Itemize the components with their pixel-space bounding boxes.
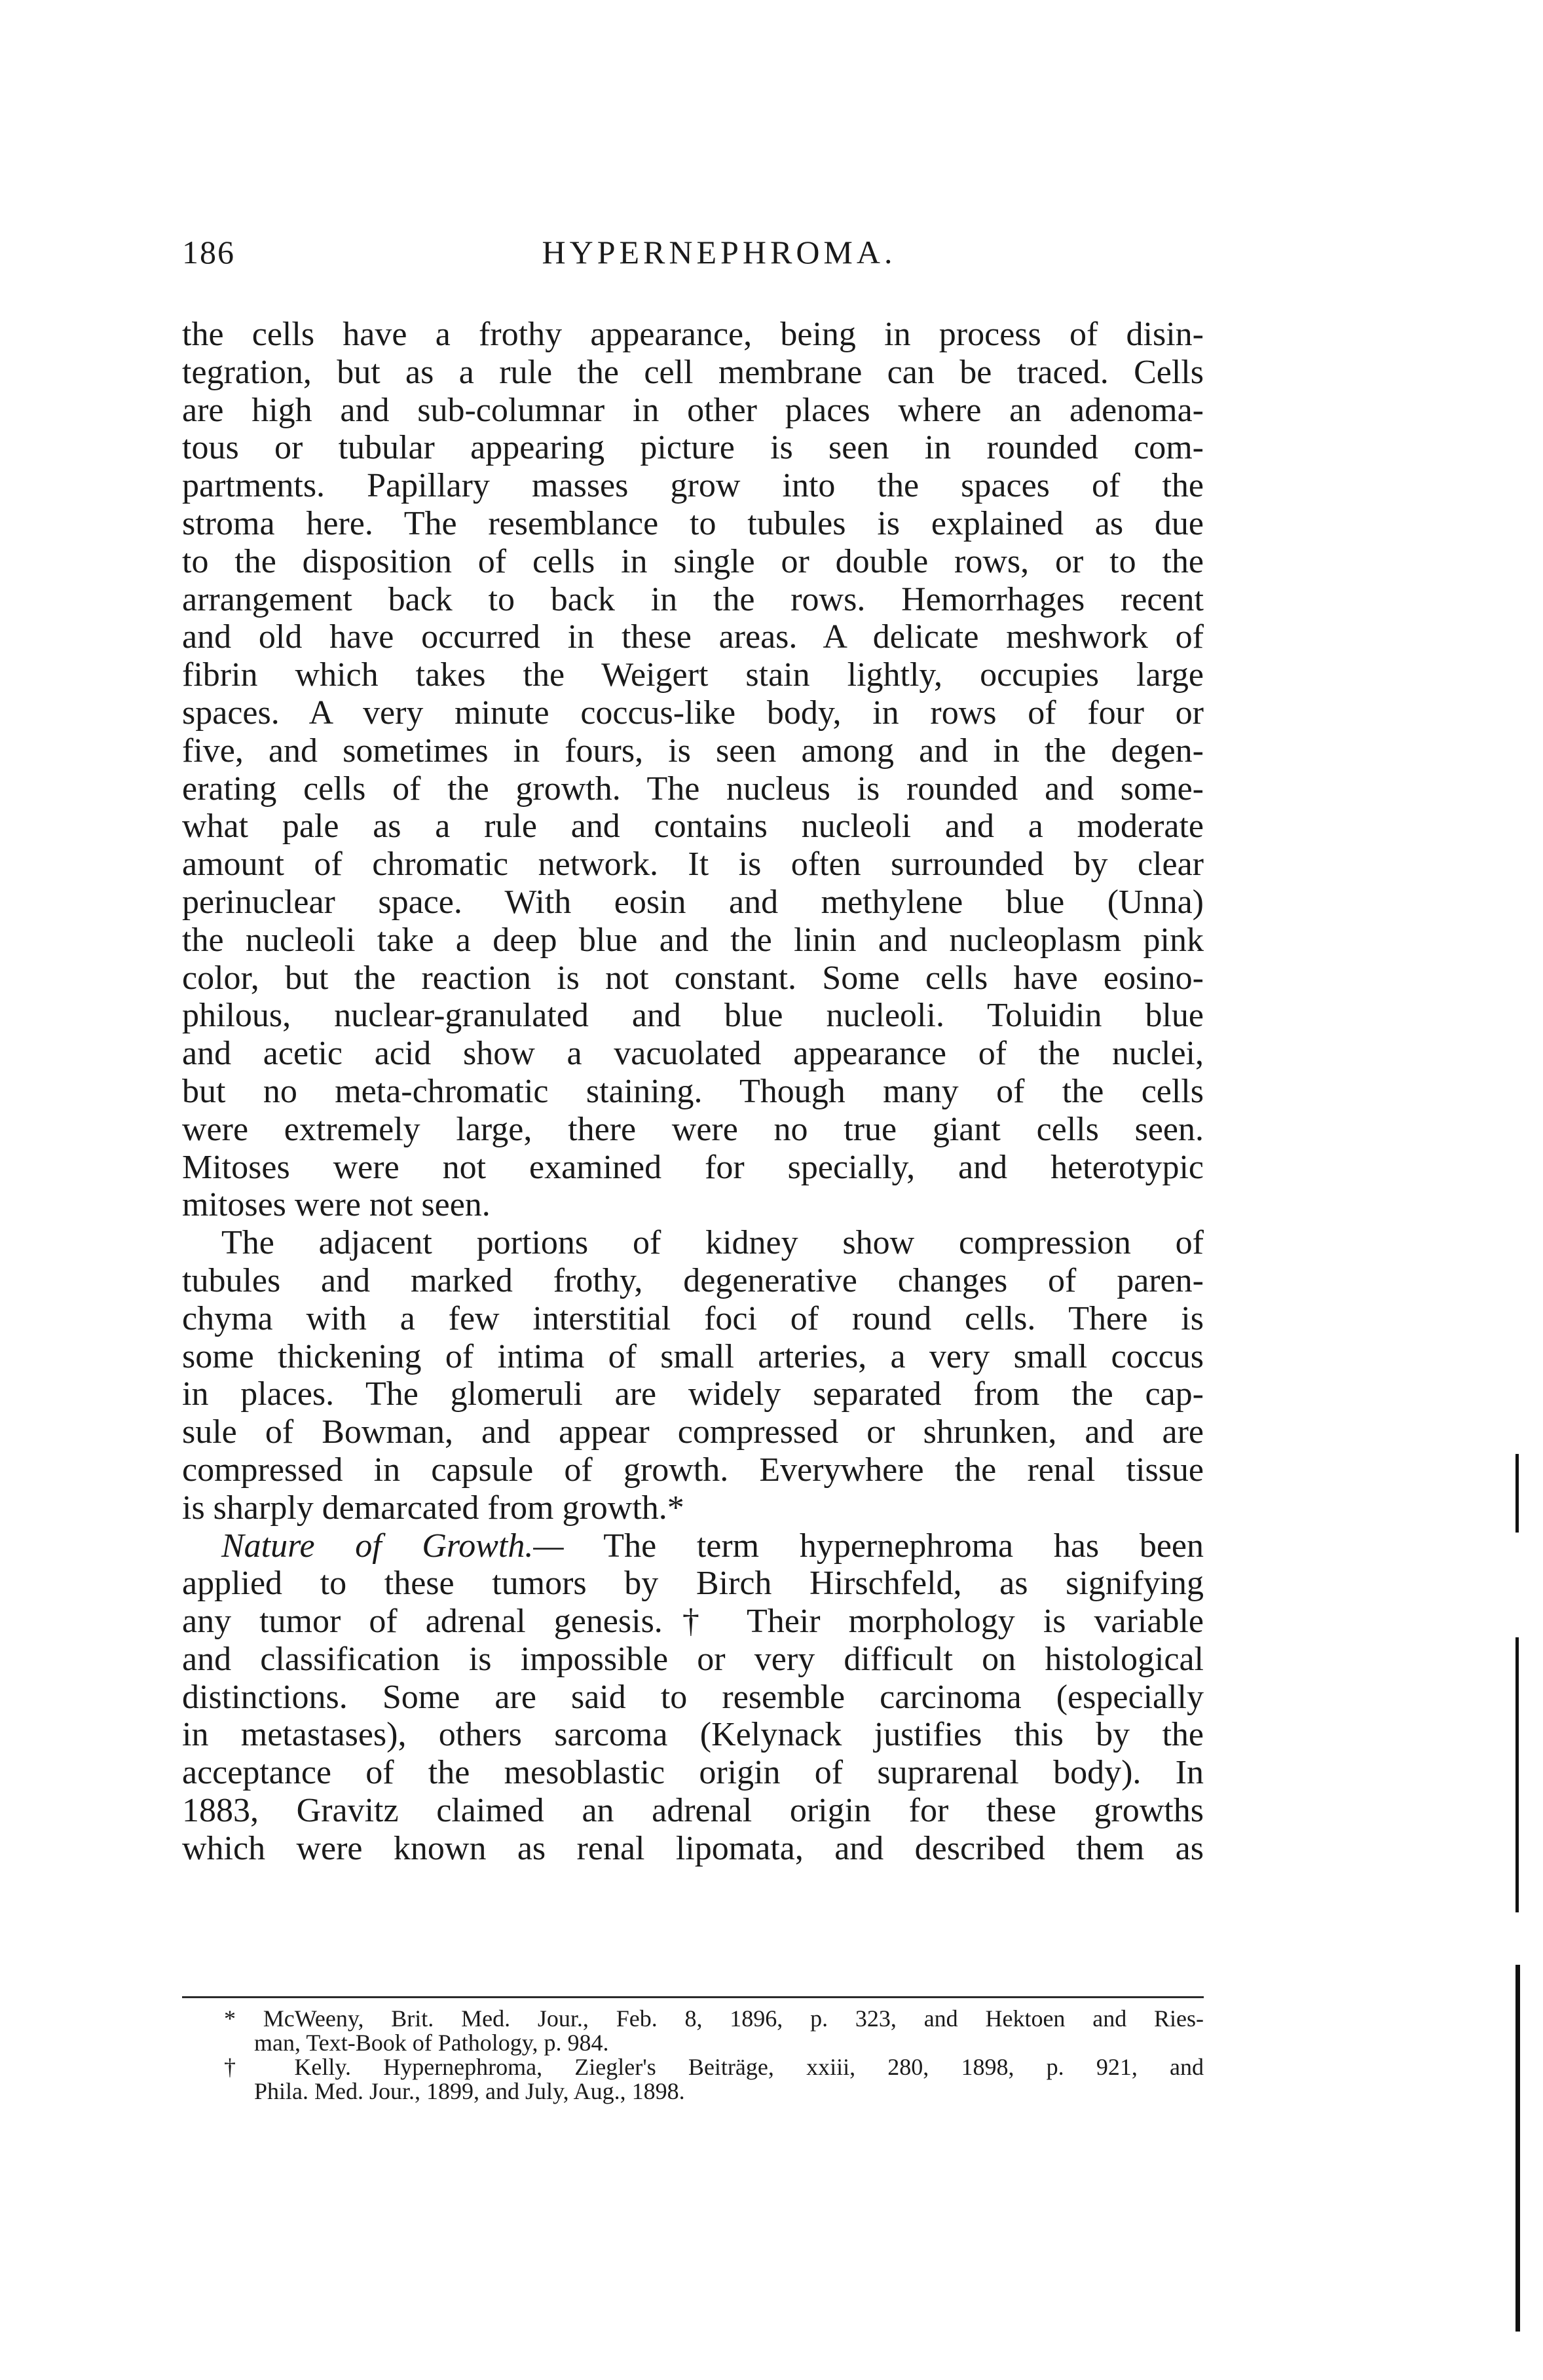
body-line: Mitoses were not examined for specially, and heterotypic bbox=[182, 1148, 1204, 1186]
body-line: acceptance of the mesoblastic origin of suprarenal body). In bbox=[182, 1754, 1204, 1792]
page-number: 186 bbox=[182, 234, 235, 270]
footnote-line: man, Text-Book of Pathology, p. 984. bbox=[254, 2030, 609, 2056]
body-line: five, and sometimes in fours, is seen among and in the degen- bbox=[182, 732, 1204, 770]
page-header bbox=[182, 233, 1204, 279]
footnotes bbox=[182, 2007, 1204, 2104]
body-line: what pale as a rule and contains nucleoli and a moderate bbox=[182, 808, 1204, 846]
footnote-line: * McWeeny, Brit. Med. Jour., Feb. 8, 1896, p. 323, and Hektoen and Ries- bbox=[224, 2005, 1204, 2032]
body-line: sule of Bowman, and appear compressed or shrunken, and are bbox=[182, 1413, 1204, 1451]
body-text bbox=[182, 316, 1204, 1868]
body-line: spaces. A very minute coccus-like body, in rows of four or bbox=[182, 694, 1204, 732]
body-line: distinctions. Some are said to resemble carcinoma (especially bbox=[182, 1678, 1204, 1716]
body-line-rest: The term hypernephroma has been bbox=[563, 1527, 1204, 1565]
body-line: fibrin which takes the Weigert stain lightly, occupies large bbox=[182, 656, 1204, 694]
scan-edge-mark bbox=[1515, 1454, 1519, 1533]
body-line: to the disposition of cells in single or double rows, or to the bbox=[182, 542, 1204, 580]
body-line: stroma here. The resemblance to tubules is explained as due bbox=[182, 504, 1204, 542]
body-line: compressed in capsule of growth. Everywhere the renal tissue bbox=[182, 1451, 1204, 1489]
body-line: chyma with a few interstitial foci of round cells. There is bbox=[182, 1299, 1204, 1337]
body-line: and classification is impossible or very difficult on histological bbox=[182, 1640, 1204, 1678]
body-line: 1883, Gravitz claimed an adrenal origin for these growths bbox=[182, 1792, 1204, 1830]
body-line: tegration, but as a rule the cell membrane can be traced. Cells bbox=[182, 353, 1204, 391]
body-line: tubules and marked frothy, degenerative changes of paren- bbox=[182, 1261, 1204, 1299]
body-line: mitoses were not seen. bbox=[182, 1186, 491, 1224]
body-line: in places. The glomeruli are widely separated from the cap- bbox=[182, 1375, 1204, 1413]
body-line: in metastases), others sarcoma (Kelynack justifies this by the bbox=[182, 1716, 1204, 1754]
scan-edge-mark bbox=[1515, 1965, 1520, 2332]
body-line: but no meta-chromatic staining. Though many of the cells bbox=[182, 1072, 1204, 1110]
body-line: perinuclear space. With eosin and methylene blue (Unna) bbox=[182, 883, 1204, 921]
body-line: arrangement back to back in the rows. Hemorrhages recent bbox=[182, 580, 1204, 618]
body-line: The adjacent portions of kidney show compression of bbox=[221, 1224, 1204, 1262]
footnote-line: Phila. Med. Jour., 1899, and July, Aug., 1898. bbox=[254, 2078, 685, 2104]
body-line: tous or tubular appearing picture is seen in rounded com- bbox=[182, 429, 1204, 467]
footnote-line: † Kelly. Hypernephroma, Ziegler's Beiträge, xxiii, 280, 1898, p. 921, and bbox=[224, 2054, 1204, 2080]
body-line: the nucleoli take a deep blue and the linin and nucleoplasm pink bbox=[182, 921, 1204, 959]
body-line: some thickening of intima of small arteries, a very small coccus bbox=[182, 1337, 1204, 1375]
footnote-rule bbox=[182, 1996, 1204, 1998]
body-line: are high and sub-columnar in other places where an adenoma- bbox=[182, 391, 1204, 429]
body-line: which were known as renal lipomata, and described them as bbox=[182, 1829, 1204, 1867]
body-line: amount of chromatic network. It is often surrounded by clear bbox=[182, 846, 1204, 883]
body-line: partments. Papillary masses grow into the spaces of the bbox=[182, 467, 1204, 505]
body-line: and acetic acid show a vacuolated appearance of the nuclei, bbox=[182, 1035, 1204, 1073]
body-line: were extremely large, there were no true giant cells seen. bbox=[182, 1110, 1204, 1148]
body-line: applied to these tumors by Birch Hirschfeld, as signifying bbox=[182, 1565, 1204, 1603]
running-head: HYPERNEPHROMA. bbox=[542, 234, 897, 270]
body-line: is sharply demarcated from growth.* bbox=[182, 1489, 684, 1527]
body-line: and old have occurred in these areas. A delicate meshwork of bbox=[182, 618, 1204, 656]
body-line: the cells have a frothy appearance, being in process of disin- bbox=[182, 316, 1204, 353]
scan-edge-mark bbox=[1515, 1637, 1519, 1912]
body-line: erating cells of the growth. The nucleus is rounded and some- bbox=[182, 770, 1204, 808]
body-line: color, but the reaction is not constant. Some cells have eosino- bbox=[182, 959, 1204, 997]
section-heading-line bbox=[182, 1527, 1204, 1565]
section-heading: Nature of Growth.— bbox=[221, 1527, 564, 1565]
body-line: any tumor of adrenal genesis.† Their morphology is variable bbox=[182, 1603, 1204, 1641]
body-line: philous, nuclear-granulated and blue nucleoli. Toluidin blue bbox=[182, 997, 1204, 1035]
